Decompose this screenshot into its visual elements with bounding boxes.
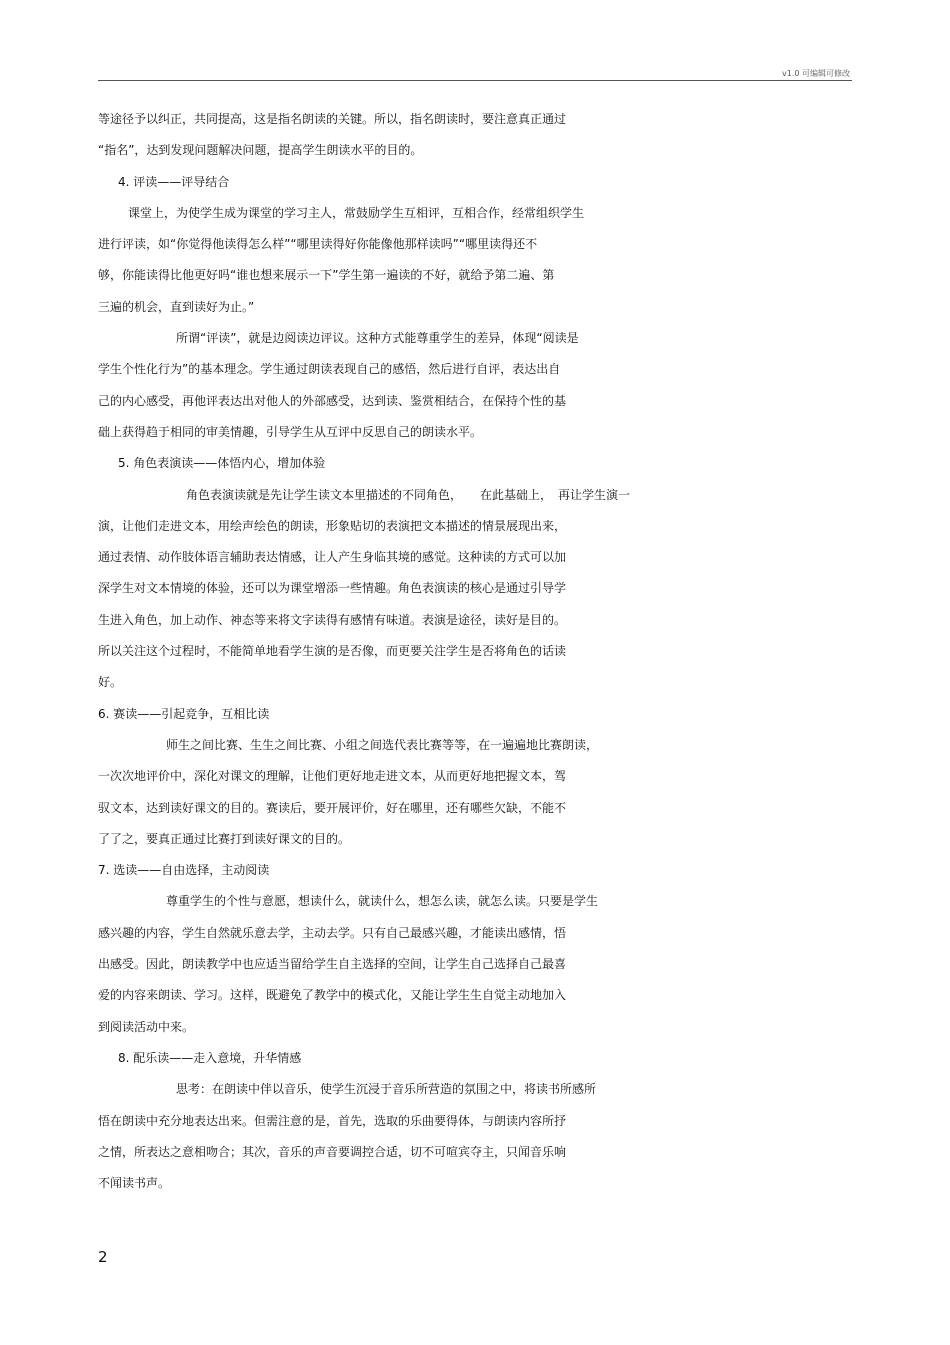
text-line: 思考：在朗读中伴以音乐，使学生沉浸于音乐所营造的氛围之中，将读书所感所 bbox=[176, 1082, 597, 1097]
text-line: 一次次地评价中，深化对课文的理解，让他们更好地走进文本，从而更好地把握文本，驾 bbox=[98, 769, 567, 784]
text-line: 课堂上，为使学生成为课堂的学习主人，常鼓励学生互相评，互相合作，经常组织学生 bbox=[128, 205, 585, 220]
text-line: 感兴趣的内容，学生自然就乐意去学，主动去学。只有自己最感兴趣，才能读出感情，悟 bbox=[98, 925, 567, 940]
text-line: 好。 bbox=[98, 675, 123, 690]
text-line: 进行评读，如“你觉得他读得怎么样”“哪里读得好你能像他那样读吗”“哪里读得还不 bbox=[98, 237, 538, 252]
text-line: 通过表情、动作肢体语言辅助表达情感，让人产生身临其境的感觉。这种读的方式可以加 bbox=[98, 550, 567, 565]
text-line: 己的内心感受，再他评表达出对他人的外部感受，达到读、鉴赏相结合，在保持个性的基 bbox=[98, 393, 567, 408]
text-line: 所以关注这个过程时，不能简单地看学生演的是否像，而更要关注学生是否将角色的话读 bbox=[98, 644, 567, 659]
text-line: 爱的内容来朗读、学习。这样，既避免了教学中的模式化，又能让学生生自觉主动地加入 bbox=[98, 988, 567, 1003]
text-line: 所谓“评读”，就是边阅读边评议。这种方式能尊重学生的差异，体现“阅读是 bbox=[176, 331, 579, 346]
text-line: 出感受。因此，朗读教学中也应适当留给学生自主选择的空间，让学生自己选择自己最喜 bbox=[98, 957, 567, 972]
text-line: 尊重学生的个性与意愿，想读什么，就读什么，想怎么读，就怎么读。只要是学生 bbox=[166, 894, 599, 909]
text-line: 不闻读书声。 bbox=[98, 1176, 171, 1191]
text-line: 角色表演读就是先让学生读文本里描述的不同角色， 在此基础上， 再让学生演一 bbox=[186, 487, 631, 502]
body-text bbox=[98, 104, 858, 1199]
text-line: 8. 配乐读——走入意境，升华情感 bbox=[118, 1050, 302, 1065]
text-line: 等途径予以纠正，共同提高，这是指名朗读的关键。所以，指名朗读时，要注意真正通过 bbox=[98, 112, 567, 126]
header-rule bbox=[98, 80, 852, 81]
text-line: 生进入角色，加上动作、神态等来将文字读得有感情有味道。表演是途径，读好是目的。 bbox=[98, 612, 567, 627]
text-line: 6. 赛读——引起竞争，互相比读 bbox=[98, 706, 270, 721]
page-number: 2 bbox=[98, 1248, 108, 1266]
text-line: 到阅读活动中来。 bbox=[98, 1019, 195, 1034]
text-line: 深学生对文本情境的体验，还可以为课堂增添一些情趣。角色表演读的核心是通过引导学 bbox=[98, 581, 567, 596]
text-line: 之情，所表达之意相吻合；其次，音乐的声音要调控合适，切不可喧宾夺主，只闻音乐响 bbox=[98, 1144, 567, 1159]
text-line: 7. 选读——自由选择，主动阅读 bbox=[98, 863, 270, 878]
text-line: 础上获得趋于相同的审美情趣，引导学生从互评中反思自己的朗读水平。 bbox=[98, 424, 483, 439]
text-line: 学生个性化行为”的基本理念。学生通过朗读表现自己的感悟，然后进行自评，表达出自 bbox=[98, 362, 561, 377]
text-line: 了了之，要真正通过比赛打到读好课文的目的。 bbox=[98, 831, 351, 846]
text-line: 驭文本，达到读好课文的目的。赛读后，要开展评价，好在哪里，还有哪些欠缺，不能不 bbox=[98, 800, 567, 815]
text-line: “指名”，达到发现问题解决问题，提高学生朗读水平的目的。 bbox=[98, 143, 423, 158]
text-line: 师生之间比赛、生生之间比赛、小组之间选代表比赛等等，在一遍遍地比赛朗读， bbox=[166, 737, 599, 752]
text-line: 5. 角色表演读——体悟内心，增加体验 bbox=[118, 456, 326, 471]
text-line: 演，让他们走进文本，用绘声绘色的朗读，形象贴切的表演把文本描述的情景展现出来， bbox=[98, 518, 567, 533]
text-line: 4. 评读——评导结合 bbox=[118, 174, 230, 189]
text-line: 三遍的机会，直到读好为止。” bbox=[98, 299, 255, 314]
text-line: 悟在朗读中充分地表达出来。但需注意的是，首先，选取的乐曲要得体，与朗读内容所抒 bbox=[98, 1113, 567, 1128]
header-version-note: v1.0 可编辑可修改 bbox=[782, 69, 850, 78]
text-line: 够，你能读得比他更好吗“谁也想来展示一下”学生第一遍读的不好，就给予第二遍、第 bbox=[98, 268, 555, 283]
